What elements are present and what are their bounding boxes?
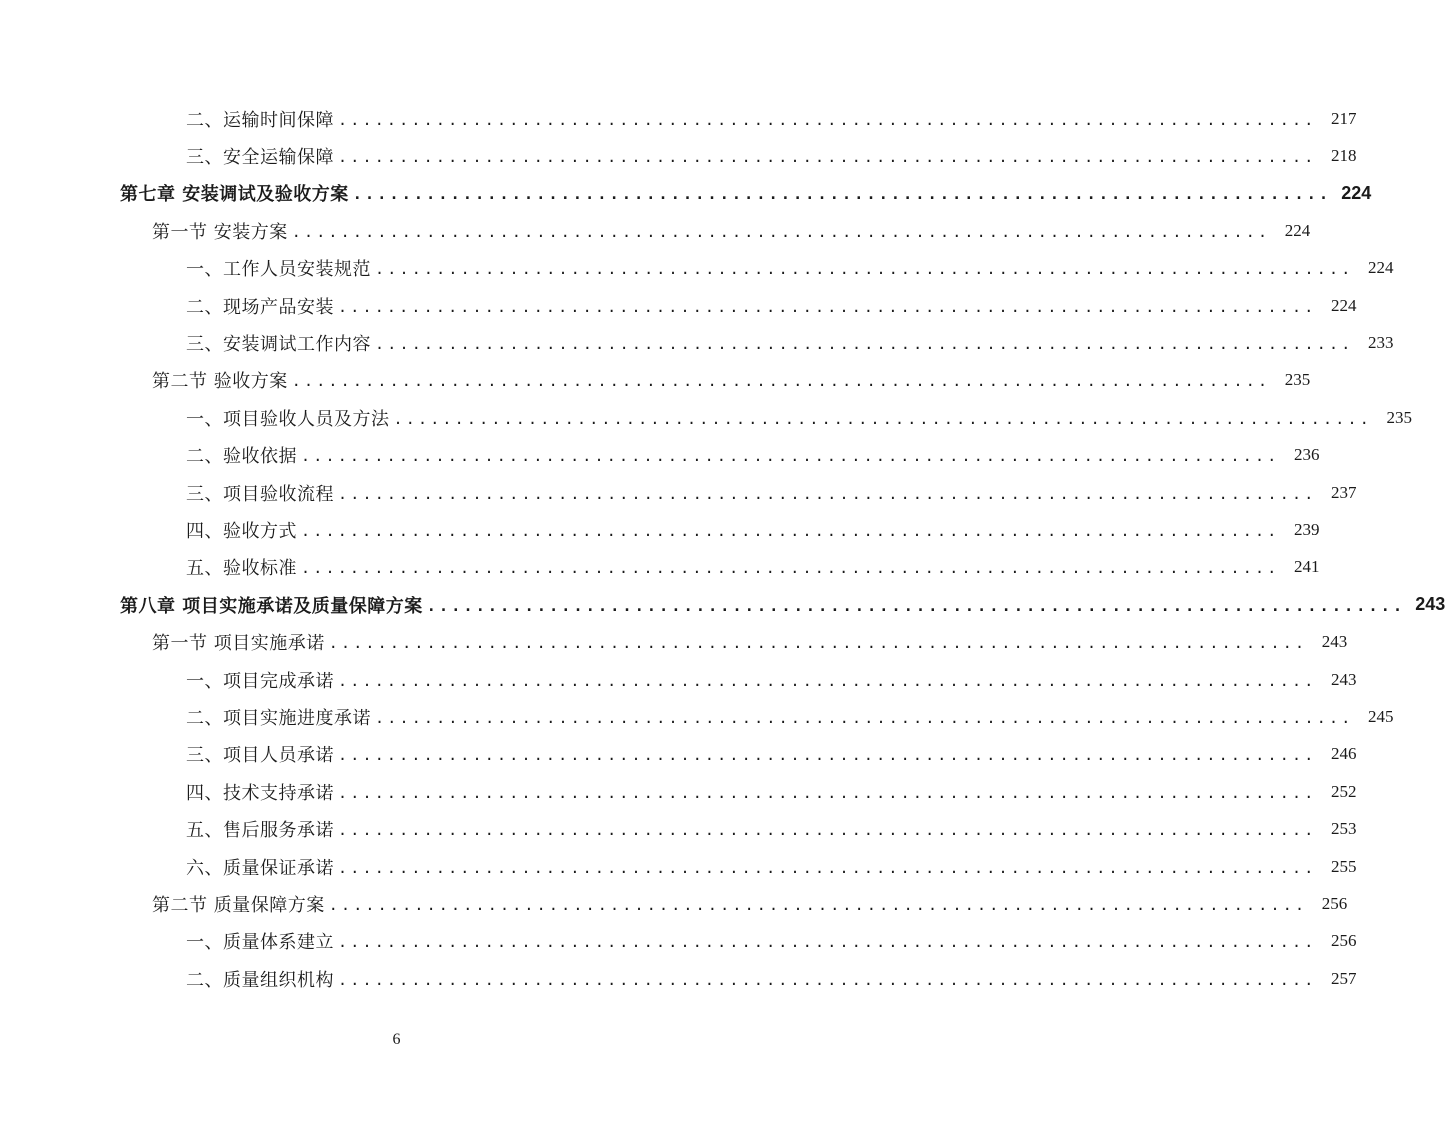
- toc-entry-title: 二、质量组织机构: [186, 969, 334, 991]
- toc-entry[interactable]: [0, 960, 1357, 997]
- toc-dot-leader: ................................................................................: [338, 821, 1317, 840]
- toc-entry-title: 五、售后服务承诺: [186, 820, 334, 842]
- toc-entry-title: 第二节 验收方案: [152, 371, 288, 393]
- toc-entry-title: 三、项目人员承诺: [186, 745, 334, 767]
- toc-entry-title: 二、运输时间保障: [186, 109, 334, 131]
- toc-dot-leader: ................................................................................: [375, 335, 1354, 354]
- toc-entry[interactable]: [0, 511, 1320, 548]
- toc-chapter-entry[interactable]: [0, 586, 1445, 623]
- toc-entry-title: 第八章 项目实施承诺及质量保障方案: [120, 595, 423, 617]
- toc-entry-title: 第七章 安装调试及验收方案: [120, 184, 349, 206]
- toc-dot-leader: ................................................................................: [338, 746, 1317, 765]
- toc-entry[interactable]: [0, 287, 1357, 324]
- toc-entry-title: 三、安全运输保障: [186, 147, 334, 169]
- toc-entry-title: 五、验收标准: [186, 558, 297, 580]
- toc-dot-leader: ................................................................................: [301, 559, 1280, 578]
- toc-entry-page: 217: [1330, 108, 1357, 128]
- toc-dot-leader: ................................................................................: [301, 521, 1280, 540]
- toc-dot-leader: ................................................................................: [338, 933, 1317, 952]
- toc-entry[interactable]: [0, 437, 1320, 474]
- toc-entry-page: 241: [1293, 557, 1320, 577]
- toc-section-entry[interactable]: [0, 885, 1348, 922]
- toc-entry[interactable]: [0, 848, 1357, 885]
- toc-entry-title: 一、工作人员安装规范: [186, 259, 371, 281]
- toc-entry[interactable]: [0, 324, 1394, 361]
- page-number: 6: [392, 1031, 401, 1048]
- toc-entry-page: 233: [1367, 333, 1394, 353]
- toc-dot-leader: ................................................................................: [375, 708, 1354, 727]
- toc-dot-leader: ................................................................................: [291, 372, 1271, 391]
- toc-entry-title: 第二节 质量保障方案: [152, 894, 325, 916]
- toc-entry-title: 六、质量保证承诺: [186, 857, 334, 879]
- toc-dot-leader: ................................................................................: [301, 447, 1280, 466]
- toc-entry-title: 第一节 项目实施承诺: [152, 633, 325, 655]
- toc-entry[interactable]: [0, 923, 1357, 960]
- toc-entry-page: 256: [1321, 893, 1348, 913]
- toc-entry[interactable]: [0, 661, 1357, 698]
- toc-dot-leader: ................................................................................: [338, 297, 1317, 316]
- toc-section-entry[interactable]: [0, 362, 1311, 399]
- toc-entry[interactable]: [0, 474, 1357, 511]
- toc-entry-page: 252: [1330, 781, 1357, 801]
- toc-entry-page: 256: [1330, 931, 1357, 951]
- toc-entry-title: 第一节 安装方案: [152, 221, 288, 243]
- toc-entry[interactable]: [0, 250, 1394, 287]
- toc-dot-leader: ................................................................................: [338, 671, 1317, 690]
- toc-dot-leader: ................................................................................: [393, 409, 1372, 428]
- toc-entry[interactable]: [0, 773, 1357, 810]
- toc-entry[interactable]: [0, 100, 1357, 137]
- toc-entry-page: 243: [1330, 669, 1357, 689]
- toc-entry-title: 四、技术支持承诺: [186, 782, 334, 804]
- toc-entry[interactable]: [0, 549, 1320, 586]
- toc-entry-page: 246: [1330, 744, 1357, 764]
- toc-entry-page: 224: [1330, 295, 1357, 315]
- toc-dot-leader: ................................................................................: [338, 783, 1317, 802]
- toc-entry-title: 二、项目实施进度承诺: [186, 707, 371, 729]
- toc-entry-page: 218: [1330, 146, 1357, 166]
- toc-entry-title: 一、项目验收人员及方法: [186, 408, 390, 430]
- toc-entry-page: 257: [1330, 968, 1357, 988]
- toc-entry-page: 239: [1293, 519, 1320, 539]
- toc-dot-leader: ................................................................................: [352, 185, 1332, 204]
- toc-entry-page: 224: [1284, 220, 1311, 240]
- toc-entry-title: 二、验收依据: [186, 446, 297, 468]
- toc-dot-leader: ................................................................................: [426, 596, 1406, 615]
- toc-dot-leader: ................................................................................: [338, 970, 1317, 989]
- toc-entry-title: 四、验收方式: [186, 520, 297, 542]
- toc-section-entry[interactable]: [0, 212, 1311, 249]
- toc-dot-leader: ................................................................................: [328, 895, 1308, 914]
- toc-entry[interactable]: [0, 399, 1412, 436]
- toc-entry-page: 224: [1341, 182, 1372, 203]
- toc-entry-page: 243: [1321, 632, 1348, 652]
- toc-dot-leader: ................................................................................: [338, 858, 1317, 877]
- toc-dot-leader: ................................................................................: [291, 222, 1271, 241]
- toc-entry-title: 一、项目完成承诺: [186, 670, 334, 692]
- toc-entry-page: 235: [1284, 370, 1311, 390]
- toc-entry[interactable]: [0, 698, 1394, 735]
- toc-entry-page: 245: [1367, 706, 1394, 726]
- toc-dot-leader: ................................................................................: [375, 260, 1354, 279]
- toc-entry-page: 243: [1415, 594, 1445, 615]
- toc-entry-page: 253: [1330, 819, 1357, 839]
- toc-entry[interactable]: [0, 810, 1357, 847]
- toc-entry-page: 237: [1330, 482, 1357, 502]
- toc-entry-title: 三、项目验收流程: [186, 483, 334, 505]
- toc-entry-title: 三、安装调试工作内容: [186, 334, 371, 356]
- toc-dot-leader: ................................................................................: [338, 148, 1317, 167]
- table-of-contents: [0, 100, 1445, 997]
- toc-entry[interactable]: [0, 137, 1357, 174]
- toc-dot-leader: ................................................................................: [338, 484, 1317, 503]
- toc-entry-page: 235: [1386, 407, 1412, 427]
- toc-entry-page: 224: [1367, 258, 1394, 278]
- toc-dot-leader: ................................................................................: [338, 110, 1317, 129]
- toc-entry-page: 236: [1293, 445, 1320, 465]
- toc-entry-page: 255: [1330, 856, 1357, 876]
- toc-entry-title: 二、现场产品安装: [186, 296, 334, 318]
- toc-section-entry[interactable]: [0, 623, 1348, 660]
- toc-chapter-entry[interactable]: [0, 175, 1372, 212]
- toc-dot-leader: ................................................................................: [328, 634, 1308, 653]
- toc-entry-title: 一、质量体系建立: [186, 932, 334, 954]
- toc-entry[interactable]: [0, 736, 1357, 773]
